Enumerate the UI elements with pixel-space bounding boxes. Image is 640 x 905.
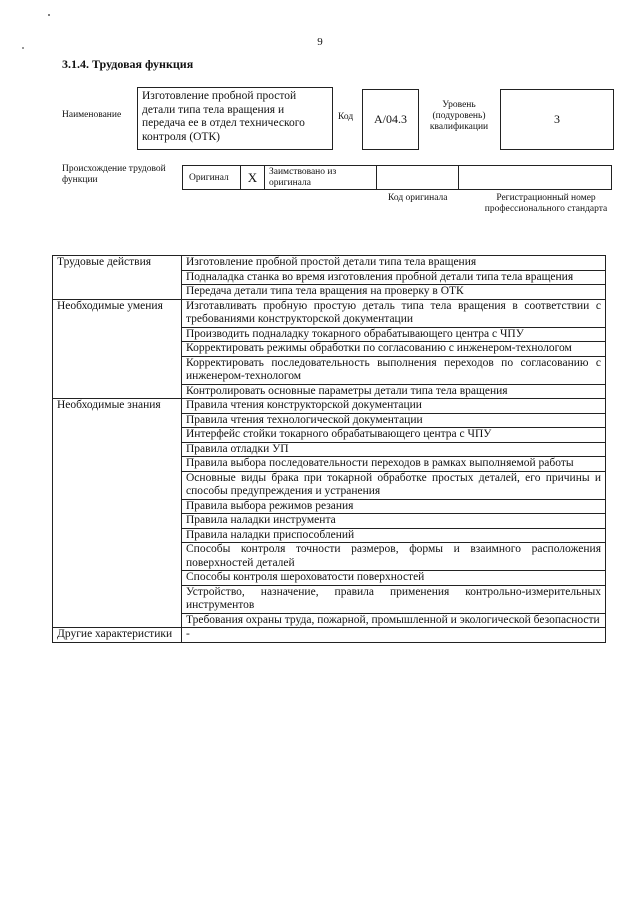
original-mark-cell <box>241 166 265 189</box>
item-cell: Правила отладки УП <box>182 442 606 457</box>
borrowed-label: Заимствовано из оригинала <box>269 166 337 188</box>
scan-speck <box>48 14 50 16</box>
level-value: 3 <box>554 112 560 126</box>
item-cell: Изготавливать пробную простую деталь типа тела вращения в соответствии с требованиями конструкторской документации <box>182 299 606 327</box>
item-cell: Правила наладки инструмента <box>182 514 606 529</box>
reg-number-cell <box>459 166 611 189</box>
requirements-table <box>52 255 606 643</box>
origin-row <box>182 165 612 190</box>
table-row <box>53 299 606 327</box>
item-cell: Корректировать режимы обработки по согласованию с инженером-технологом <box>182 342 606 357</box>
item-cell: Корректировать последовательность выполнения переходов по согласованию с инженером-технологом <box>182 356 606 384</box>
item-cell: Производить подналадку токарного обрабатывающего центра с ЧПУ <box>182 327 606 342</box>
original-label: Оригинал <box>189 172 229 183</box>
origin-label: Происхождение трудовой функции <box>62 164 166 185</box>
code-label: Код <box>338 112 354 122</box>
item-cell: Правила чтения конструкторской документации <box>182 399 606 414</box>
table-row <box>53 399 606 414</box>
item-cell: Способы контроля точности размеров, формы и взаимного расположения поверхностей деталей <box>182 543 606 571</box>
original-code-cell <box>377 166 459 189</box>
original-cell <box>183 166 241 189</box>
item-cell: Правила выбора последовательности переходов в рамках выполняемой работы <box>182 457 606 472</box>
name-value: Изготовление пробной простой детали типа тела вращения и передача ее в отдел технического контроля (ОТК) <box>142 90 305 143</box>
section-title: 3.1.4. Трудовая функция <box>62 57 194 71</box>
code-value: А/04.3 <box>374 112 407 126</box>
table-row <box>53 628 606 643</box>
original-mark: X <box>247 169 258 185</box>
item-cell: Правила чтения технологической документации <box>182 413 606 428</box>
name-label: Наименование <box>62 110 122 120</box>
item-cell: Изготовление пробной простой детали типа тела вращения <box>182 256 606 271</box>
level-box <box>500 89 614 150</box>
item-cell: Способы контроля шероховатости поверхностей <box>182 571 606 586</box>
item-cell: Правила выбора режимов резания <box>182 499 606 514</box>
table-row <box>53 256 606 271</box>
reg-number-caption: Регистрационный номер профессионального стандарта <box>484 193 608 214</box>
item-cell: Основные виды брака при токарной обработке простых деталей, его причины и способы предупреждения и устранения <box>182 471 606 499</box>
item-cell: Правила наладки приспособлений <box>182 528 606 543</box>
item-cell: Подналадка станка во время изготовления пробной детали типа тела вращения <box>182 270 606 285</box>
code-box <box>362 89 419 150</box>
category-cell: Необходимые знания <box>53 399 182 628</box>
item-cell: Контролировать основные параметры детали типа тела вращения <box>182 384 606 399</box>
item-cell: Устройство, назначение, правила применения контрольно-измерительных инструментов <box>182 585 606 613</box>
item-cell: Передача детали типа тела вращения на проверку в ОТК <box>182 285 606 300</box>
category-cell: Другие характеристики <box>53 628 182 643</box>
name-value-box <box>137 87 333 150</box>
category-cell: Трудовые действия <box>53 256 182 300</box>
code-original-caption: Код оригинала <box>388 193 448 203</box>
borrowed-cell <box>265 166 377 189</box>
requirements-table-body <box>53 256 606 643</box>
item-cell: Интерфейс стойки токарного обрабатывающего центра с ЧПУ <box>182 428 606 443</box>
level-label: Уровень (подуровень) квалификации <box>429 100 489 132</box>
category-cell: Необходимые умения <box>53 299 182 399</box>
item-cell: - <box>182 628 606 643</box>
page-number: 9 <box>317 36 323 48</box>
item-cell: Требования охраны труда, пожарной, промышленной и экологической безопасности <box>182 613 606 628</box>
